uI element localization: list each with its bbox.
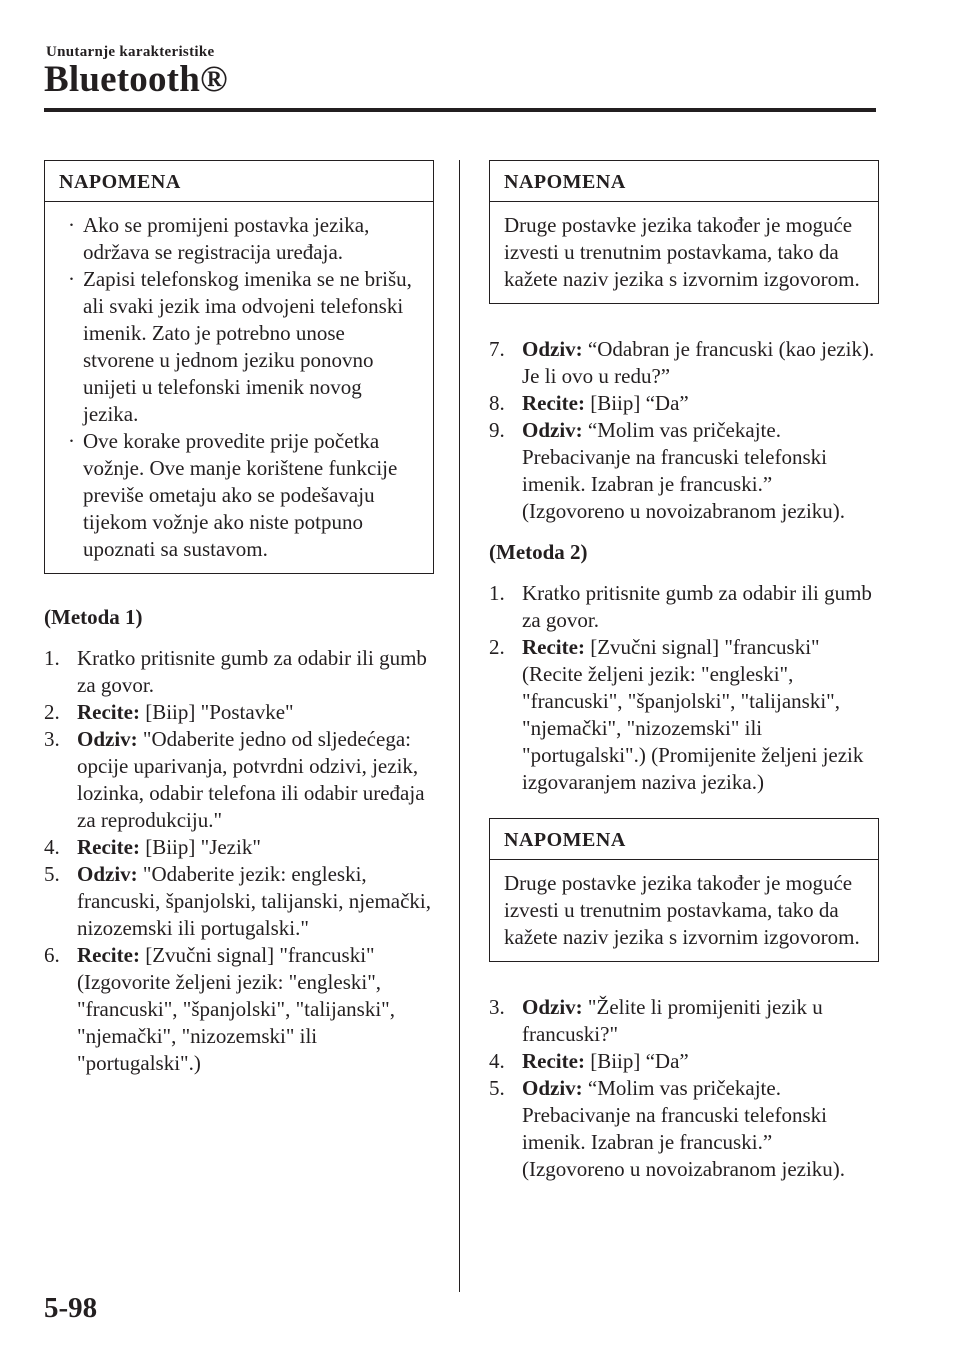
step-number: 9. <box>489 418 505 442</box>
step-text: "Odaberite jezik: engleski, francuski, španjolski, talijanski, njemački, nizozemski ili portugalski." <box>77 862 432 940</box>
step-item <box>489 390 879 417</box>
step-label: Odziv: <box>522 418 583 442</box>
step-number: 2. <box>489 635 505 659</box>
step-number: 8. <box>489 391 505 415</box>
note-bullet-text: Zapisi telefonskog imenika se ne brišu, ali svaki jezik ima odvojeni telefonski imenik. Zato je potrebno unose stvorene u jednom jeziku ponovno unijeti u telefonski imenik novog jezika. <box>83 267 412 426</box>
step-text: [Biip] “Da” <box>590 391 689 415</box>
step-text: [Zvučni signal] "francuski" (Recite željeni jezik: "engleski", "francuski", "španjolski", "talijanski", "njemački", "nizozemski" ili "portugalski".) (Promijenite željeni jezik izgovaranjem naziva jezika.) <box>522 635 864 794</box>
step-text: [Zvučni signal] "francuski" (Izgovorite željeni jezik: "engleski", "francuski", "španjolski", "talijanski", "njemački", "nizozemski" ili "portugalski".) <box>77 943 395 1075</box>
step-text: "Želite li promijeniti jezik u francuski?" <box>522 995 823 1046</box>
step-item <box>489 1048 879 1075</box>
note-bullet <box>59 212 419 266</box>
step-text: “Molim vas pričekajte. Prebacivanje na francuski telefonski imenik. Izabran je francuski.” (Izgovoreno u novoizabranom jeziku). <box>522 1076 846 1181</box>
right-column <box>489 160 879 1183</box>
note-body <box>490 860 878 961</box>
note-box <box>489 818 879 962</box>
note-box <box>489 160 879 304</box>
note-bullet <box>59 266 419 428</box>
step-label: Recite: <box>522 391 585 415</box>
bullet-dot-icon: · <box>68 213 75 237</box>
step-list <box>44 645 434 1077</box>
column-divider <box>459 160 460 1292</box>
step-item <box>44 834 434 861</box>
note-title: NAPOMENA <box>490 161 878 202</box>
step-label: Recite: <box>522 1049 585 1073</box>
method-heading: (Metoda 2) <box>489 540 588 564</box>
step-item <box>489 994 879 1048</box>
step-number: 1. <box>489 581 505 605</box>
step-item <box>44 645 434 699</box>
step-item <box>489 634 879 796</box>
step-text: [Biip] "Jezik" <box>145 835 261 859</box>
note-text: Druge postavke jezika također je moguće izvesti u trenutnim postavkama, tako da kažete naziv jezika s izvornim izgovorom. <box>504 871 860 949</box>
step-text: Kratko pritisnite gumb za odabir ili gumb za govor. <box>77 646 427 697</box>
step-text: “Odabran je francuski (kao jezik). Je li ovo u redu?” <box>522 337 875 388</box>
step-item <box>489 336 879 390</box>
note-body <box>45 202 433 573</box>
step-item <box>44 726 434 834</box>
step-number: 3. <box>489 995 505 1019</box>
step-number: 7. <box>489 337 505 361</box>
step-label: Recite: <box>77 943 140 967</box>
note-title: NAPOMENA <box>45 161 433 202</box>
step-number: 4. <box>44 835 60 859</box>
note-bullet <box>59 428 419 563</box>
note-text: Druge postavke jezika također je moguće izvesti u trenutnim postavkama, tako da kažete naziv jezika s izvornim izgovorom. <box>504 213 860 291</box>
step-item <box>44 699 434 726</box>
method-heading: (Metoda 1) <box>44 605 143 629</box>
step-number: 4. <box>489 1049 505 1073</box>
step-list <box>489 336 879 525</box>
bullet-dot-icon: · <box>68 267 75 291</box>
step-number: 3. <box>44 727 60 751</box>
step-text: [Biip] "Postavke" <box>145 700 294 724</box>
step-list <box>489 994 879 1183</box>
note-box <box>44 160 434 574</box>
step-label: Odziv: <box>522 1076 583 1100</box>
step-label: Odziv: <box>77 727 138 751</box>
step-label: Odziv: <box>522 995 583 1019</box>
bullet-dot-icon: · <box>68 429 75 453</box>
step-number: 2. <box>44 700 60 724</box>
page-number: 5-98 <box>44 1292 98 1324</box>
step-label: Recite: <box>77 835 140 859</box>
step-label: Odziv: <box>77 862 138 886</box>
step-text: Kratko pritisnite gumb za odabir ili gumb za govor. <box>522 581 872 632</box>
page-title: Bluetooth® <box>44 59 228 100</box>
note-title: NAPOMENA <box>490 819 878 860</box>
step-number: 5. <box>489 1076 505 1100</box>
step-text: "Odaberite jedno od sljedećega: opcije uparivanja, potvrdni odzivi, jezik, lozinka, odabir telefona ili odabir uređaja za reprodukciju." <box>77 727 425 832</box>
step-list <box>489 580 879 796</box>
step-number: 6. <box>44 943 60 967</box>
step-text: [Biip] “Da” <box>590 1049 689 1073</box>
note-bullet-text: Ako se promijeni postavka jezika, održava se registracija uređaja. <box>83 213 370 264</box>
left-column <box>44 160 434 1077</box>
step-label: Recite: <box>77 700 140 724</box>
step-number: 5. <box>44 862 60 886</box>
note-body <box>490 202 878 303</box>
step-label: Recite: <box>522 635 585 659</box>
step-text: “Molim vas pričekajte. Prebacivanje na francuski telefonski imenik. Izabran je francuski.” (Izgovoreno u novoizabranom jeziku). <box>522 418 846 523</box>
section-subtitle: Unutarnje karakteristike <box>46 44 215 60</box>
header-rule <box>44 108 876 112</box>
step-item <box>489 1075 879 1183</box>
step-item <box>489 417 879 525</box>
step-item <box>44 861 434 942</box>
note-bullet-text: Ove korake provedite prije početka vožnje. Ove manje korištene funkcije previše ometaju ako se podešavaju tijekom vožnje ako niste potpuno upoznati sa sustavom. <box>83 429 398 561</box>
step-item <box>489 580 879 634</box>
step-number: 1. <box>44 646 60 670</box>
step-item <box>44 942 434 1077</box>
step-label: Odziv: <box>522 337 583 361</box>
